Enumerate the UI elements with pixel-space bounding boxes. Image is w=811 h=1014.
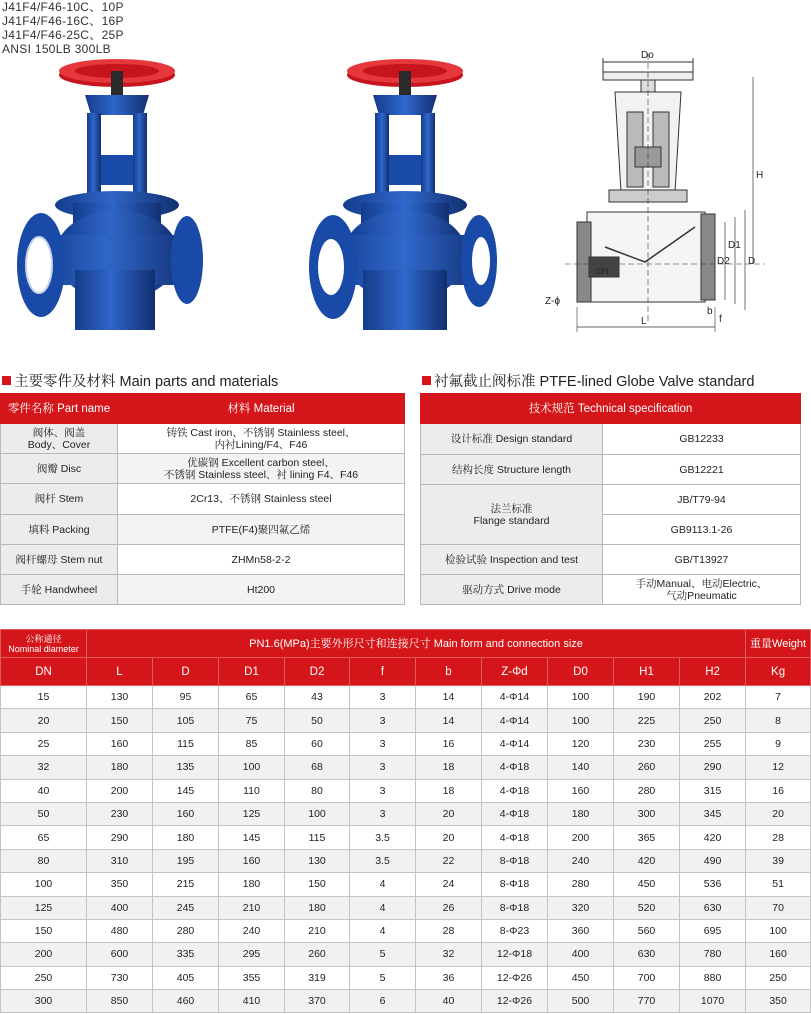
table-cell: 140 [548,756,614,779]
table-cell: 480 [87,919,153,942]
spec-section-title: 衬氟截止阀标准 PTFE-lined Globe Valve standard [422,370,754,391]
table-cell: 230 [87,802,153,825]
table-cell: 50 [1,802,87,825]
table-cell: 770 [614,990,680,1013]
table-cell: 15 [1,686,87,709]
table-cell: 210 [219,896,285,919]
table-cell: 20 [416,826,482,849]
table-cell: 3 [350,779,416,802]
table-row [1,732,811,755]
table-cell: 280 [548,873,614,896]
parts-section-title: 主要零件及材料 Main parts and materials [2,370,278,391]
table-cell: 180 [548,802,614,825]
spec-row: 驱动方式 Drive mode 手动Manual、电动Electric、 气动Pneumatic [421,575,801,605]
parts-row: 填料 Packing PTFE(F4)聚四氟乙烯 [1,515,405,545]
table-cell: 150 [87,709,153,732]
table-cell: 120 [548,732,614,755]
table-cell: 260 [285,943,350,966]
weight-header: 重量Weight [746,630,811,658]
table-cell: 12-Φ26 [482,990,548,1013]
table-cell: 8-Φ18 [482,896,548,919]
table-cell: 160 [219,849,285,872]
table-cell: 68 [285,756,350,779]
valve-photo-front [15,55,205,350]
dim-f-label: f [719,314,722,325]
table-cell: 355 [219,966,285,989]
table-cell: 43 [285,686,350,709]
table-cell: 880 [680,966,746,989]
table-cell: 20 [1,709,87,732]
table-cell: 560 [614,919,680,942]
table-row [1,826,811,849]
table-cell: 180 [87,756,153,779]
table-cell: 110 [219,779,285,802]
table-cell: 1070 [680,990,746,1013]
table-cell: 230 [614,732,680,755]
table-cell: 290 [680,756,746,779]
table-cell: 4-Φ18 [482,802,548,825]
table-cell: 4-Φ18 [482,779,548,802]
valve-section-drawing [545,52,795,347]
table-cell: 260 [614,756,680,779]
table-cell: 80 [285,779,350,802]
table-cell: 600 [87,943,153,966]
table-cell: 630 [614,943,680,966]
parts-row: 手轮 Handwheel Ht200 [1,575,405,605]
model-line: J41F4/F46-16C、16P [2,14,124,28]
table-cell: 40 [1,779,87,802]
table-cell: 210 [285,919,350,942]
table-cell: 4 [350,896,416,919]
dim-b-label: b [707,306,713,317]
table-cell: 180 [153,826,219,849]
table-cell: 202 [680,686,746,709]
dim-h-label: H [756,170,764,181]
table-cell: 3 [350,756,416,779]
parts-header-material: 材料 Material [118,394,405,424]
table-cell: 700 [614,966,680,989]
dim-dn-label: DN [597,267,609,276]
valve-photo-angled [305,55,505,350]
table-row [1,802,811,825]
red-square-icon [422,376,431,385]
table-cell: 245 [153,896,219,919]
table-cell: 780 [680,943,746,966]
table-cell: 100 [285,802,350,825]
table-cell: 130 [87,686,153,709]
table-cell: 12-Φ18 [482,943,548,966]
parts-row: 阀体、阀盖 Body、Cover 铸铁 Cast iron、不锈钢 Stainless steel、 内衬Lining/F4、F46 [1,424,405,454]
table-cell: 65 [219,686,285,709]
model-line: J41F4/F46-10C、10P [2,0,124,14]
table-cell: 319 [285,966,350,989]
table-cell: 300 [614,802,680,825]
table-cell: 32 [416,943,482,966]
table-cell: 14 [416,709,482,732]
table-cell: 180 [219,873,285,896]
model-list [2,0,124,56]
table-cell: 240 [219,919,285,942]
table-cell: 65 [1,826,87,849]
table-cell: 225 [614,709,680,732]
table-cell: 28 [416,919,482,942]
table-cell: 4 [350,919,416,942]
table-cell: 100 [1,873,87,896]
table-cell: 18 [416,756,482,779]
table-cell: 400 [87,896,153,919]
table-cell: 12 [746,756,811,779]
table-row [1,779,811,802]
table-cell: 150 [285,873,350,896]
spec-table [420,393,801,605]
table-cell: 200 [548,826,614,849]
table-cell: 160 [746,943,811,966]
table-cell: 460 [153,990,219,1013]
table-cell: 215 [153,873,219,896]
table-cell: 115 [153,732,219,755]
table-cell: 85 [219,732,285,755]
table-cell: 630 [680,896,746,919]
model-line: ANSI 150LB 300LB [2,42,111,56]
table-cell: 500 [548,990,614,1013]
table-cell: 300 [1,990,87,1013]
table-row [1,873,811,896]
table-cell: 250 [746,966,811,989]
table-row [1,709,811,732]
table-cell: 22 [416,849,482,872]
table-cell: 12-Φ26 [482,966,548,989]
table-cell: 8 [746,709,811,732]
table-cell: 450 [614,873,680,896]
table-cell: 100 [548,686,614,709]
table-row [1,943,811,966]
table-cell: 18 [416,779,482,802]
table-cell: 4-Φ14 [482,732,548,755]
table-cell: 39 [746,849,811,872]
table-cell: 3 [350,686,416,709]
table-cell: 7 [746,686,811,709]
table-cell: 250 [1,966,87,989]
table-cell: 190 [614,686,680,709]
dim-do-label: Do [641,50,654,61]
table-cell: 3 [350,802,416,825]
parts-header-name: 零件名称 Part name [1,394,118,424]
table-cell: 115 [285,826,350,849]
table-cell: 160 [153,802,219,825]
table-cell: 16 [416,732,482,755]
table-cell: 405 [153,966,219,989]
table-cell: 145 [219,826,285,849]
table-row [1,966,811,989]
spec-row: 法兰标准 Flange standard JB/T79-94 [421,485,801,515]
table-cell: 370 [285,990,350,1013]
table-cell: 4-Φ18 [482,826,548,849]
table-cell: 16 [746,779,811,802]
red-square-icon [2,376,11,385]
table-cell: 850 [87,990,153,1013]
table-cell: 250 [680,709,746,732]
table-cell: 130 [285,849,350,872]
table-cell: 40 [416,990,482,1013]
table-cell: 105 [153,709,219,732]
table-cell: 75 [219,709,285,732]
table-row [1,849,811,872]
table-cell: 3 [350,709,416,732]
dimensions-table [0,629,811,1013]
table-row [1,919,811,942]
table-cell: 450 [548,966,614,989]
table-cell: 8-Φ18 [482,873,548,896]
table-cell: 335 [153,943,219,966]
dim-l-label: L [641,316,647,327]
table-cell: 400 [548,943,614,966]
table-cell: 536 [680,873,746,896]
table-cell: 3.5 [350,826,416,849]
table-cell: 520 [614,896,680,919]
table-cell: 295 [219,943,285,966]
table-cell: 345 [680,802,746,825]
spec-header: 技术规范 Technical specification [421,394,801,424]
table-cell: 4 [350,873,416,896]
table-cell: 360 [548,919,614,942]
table-cell: 95 [153,686,219,709]
table-cell: 350 [746,990,811,1013]
table-cell: 8-Φ18 [482,849,548,872]
table-cell: 25 [1,732,87,755]
table-cell: 100 [548,709,614,732]
table-cell: 730 [87,966,153,989]
table-cell: 350 [87,873,153,896]
table-cell: 135 [153,756,219,779]
main-size-header: PN1.6(MPa)主要外形尺寸和连接尺寸 Main form and connection size [87,630,746,658]
table-row [1,686,811,709]
table-cell: 150 [1,919,87,942]
table-cell: 310 [87,849,153,872]
table-cell: 420 [680,826,746,849]
spec-row: 设计标准 Design standard GB12233 [421,424,801,455]
table-cell: 80 [1,849,87,872]
table-row [1,756,811,779]
table-cell: 24 [416,873,482,896]
table-cell: 200 [87,779,153,802]
table-cell: 320 [548,896,614,919]
spec-row: 检验试验 Inspection and test GB/T13927 [421,545,801,575]
parts-row: 阀杆螺母 Stem nut ZHMn58-2-2 [1,545,405,575]
table-cell: 125 [219,802,285,825]
table-cell: 3 [350,732,416,755]
table-cell: 26 [416,896,482,919]
table-cell: 420 [614,849,680,872]
table-cell: 160 [548,779,614,802]
table-cell: 125 [1,896,87,919]
table-cell: 3.5 [350,849,416,872]
table-cell: 180 [285,896,350,919]
table-cell: 20 [416,802,482,825]
table-cell: 240 [548,849,614,872]
table-cell: 280 [153,919,219,942]
table-cell: 315 [680,779,746,802]
dim-d1-label: D1 [728,240,741,251]
column-header-row: DN L D D1 D2 f b Z-Φd D0 H1 H2 Kg [1,658,811,686]
table-row [1,990,811,1013]
table-cell: 36 [416,966,482,989]
dim-d-label: D [748,256,756,267]
table-cell: 4-Φ14 [482,709,548,732]
table-cell: 4-Φ18 [482,756,548,779]
table-cell: 14 [416,686,482,709]
table-row [1,896,811,919]
table-cell: 410 [219,990,285,1013]
parts-row: 阀杆 Stem 2Cr13、不锈钢 Stainless steel [1,484,405,515]
table-cell: 32 [1,756,87,779]
table-cell: 490 [680,849,746,872]
table-cell: 100 [746,919,811,942]
table-cell: 160 [87,732,153,755]
table-cell: 51 [746,873,811,896]
table-cell: 60 [285,732,350,755]
table-cell: 100 [219,756,285,779]
table-cell: 145 [153,779,219,802]
table-cell: 8-Φ23 [482,919,548,942]
table-cell: 9 [746,732,811,755]
table-cell: 280 [614,779,680,802]
table-cell: 695 [680,919,746,942]
table-cell: 195 [153,849,219,872]
model-line: J41F4/F46-25C、25P [2,28,124,42]
table-cell: 50 [285,709,350,732]
parts-table [0,393,405,605]
parts-row: 阀瓣 Disc 优碳钢 Excellent carbon steel、 不锈钢 Stainless steel、衬 lining F4、F46 [1,454,405,484]
table-cell: 5 [350,966,416,989]
table-cell: 20 [746,802,811,825]
table-cell: 70 [746,896,811,919]
dim-zd-label: Z-ɸ [545,296,560,307]
table-cell: 4-Φ14 [482,686,548,709]
table-cell: 290 [87,826,153,849]
spec-row: 结构长度 Structure length GB12221 [421,455,801,485]
table-cell: 5 [350,943,416,966]
table-cell: 6 [350,990,416,1013]
table-cell: 200 [1,943,87,966]
table-cell: 255 [680,732,746,755]
dimensions-body [1,686,811,1013]
dim-d2-label: D2 [717,256,730,267]
table-cell: 365 [614,826,680,849]
table-cell: 28 [746,826,811,849]
nominal-diameter-header: 公称通径 Nominal diameter [1,630,87,658]
spec-row: GB9113.1-26 [421,515,801,545]
